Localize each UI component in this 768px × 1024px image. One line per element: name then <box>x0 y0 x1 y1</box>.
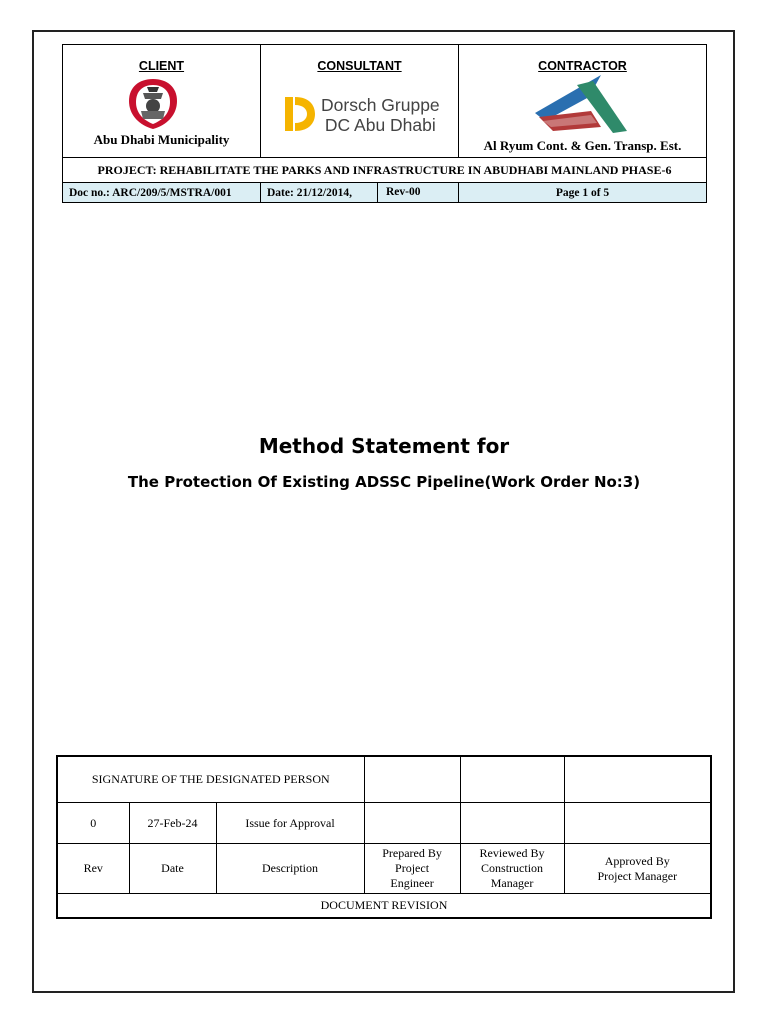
reviewed-by-label: Reviewed By <box>479 846 545 860</box>
prepared-role-line2: Engineer <box>390 876 434 890</box>
prepared-role-line1: Project <box>395 861 430 875</box>
approved-role: Project Manager <box>597 868 678 883</box>
revision-table <box>56 755 712 919</box>
approved-by-label: Approved By <box>604 853 670 868</box>
header-date: Date <box>129 844 216 894</box>
abu-dhabi-municipality-emblem-icon <box>123 75 183 131</box>
client-name: Abu Dhabi Municipality <box>93 132 230 147</box>
signature-label: SIGNATURE OF THE DESIGNATED PERSON <box>58 757 364 803</box>
signature-reviewed <box>460 757 564 803</box>
entry-approved <box>564 803 710 844</box>
consultant-heading: CONSULTANT <box>317 59 402 73</box>
entry-date: 27-Feb-24 <box>129 803 216 844</box>
entry-prepared <box>364 803 460 844</box>
entry-reviewed <box>460 803 564 844</box>
consultant-logo-line1: Dorsch Gruppe <box>321 95 440 115</box>
document-revision-footer: DOCUMENT REVISION <box>58 894 710 917</box>
reviewed-role-line1: Construction <box>481 861 544 875</box>
date-rev-cell <box>261 183 459 203</box>
signature-approved <box>564 757 710 803</box>
consultant-cell <box>261 45 459 158</box>
contractor-name: Al Ryum Cont. & Gen. Transp. Est. <box>483 138 682 153</box>
dorsch-gruppe-logo <box>283 93 443 137</box>
contractor-heading: CONTRACTOR <box>538 59 627 73</box>
contractor-cell <box>459 45 707 158</box>
signature-prepared <box>364 757 460 803</box>
document-header <box>62 44 707 203</box>
header-approved-by <box>564 844 710 894</box>
document-title: Method Statement for <box>258 434 510 458</box>
prepared-by-label: Prepared By <box>382 846 442 860</box>
header-description: Description <box>216 844 364 894</box>
page-number: Page 1 of 5 <box>459 183 707 203</box>
dc-mark-icon <box>283 93 317 135</box>
document-number: Doc no.: ARC/209/5/MSTRA/001 <box>63 183 261 203</box>
header-prepared-by <box>364 844 460 894</box>
entry-description: Issue for Approval <box>216 803 364 844</box>
document-date: Date: 21/12/2014, <box>267 186 352 199</box>
header-reviewed-by <box>460 844 564 894</box>
consultant-logo-line2: DC Abu Dhabi <box>324 115 436 135</box>
reviewed-role-line2: Manager <box>490 876 534 890</box>
header-rev: Rev <box>58 844 129 894</box>
al-ryum-logo-icon <box>531 71 631 137</box>
entry-rev: 0 <box>58 803 129 844</box>
project-title: PROJECT: REHABILITATE THE PARKS AND INFRASTRUCTURE IN ABUDHABI MAINLAND PHASE-6 <box>63 158 707 183</box>
document-subtitle: The Protection Of Existing ADSSC Pipeline(Work Order No:3) <box>127 473 641 491</box>
client-heading: CLIENT <box>138 59 185 73</box>
revision-number: Rev-00 <box>377 183 458 202</box>
client-cell <box>63 45 261 158</box>
